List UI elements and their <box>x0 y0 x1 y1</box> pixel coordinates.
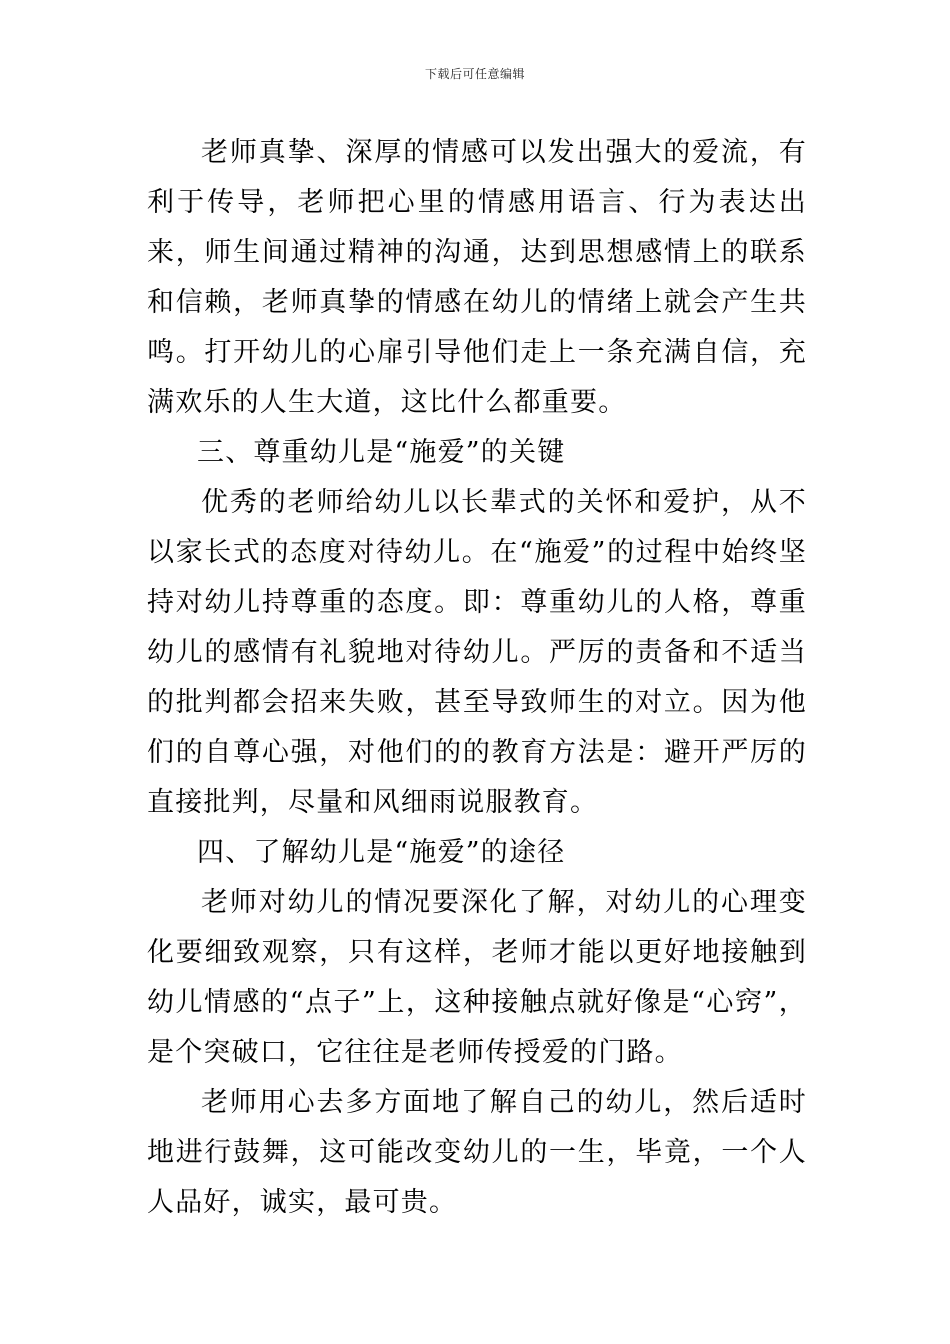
paragraph-4: 老师用心去多方面地了解自己的幼儿，然后适时地进行鼓舞，这可能改变幼儿的一生，毕竟，一个人人品好，诚实，最可贵。 <box>147 1087 807 1218</box>
document-body <box>147 128 807 1228</box>
page-header-note: 下载后可任意编辑 <box>424 67 525 81</box>
section-heading-3: 三、尊重幼儿是“施爱”的关键 <box>197 437 566 468</box>
section-heading-4: 四、了解幼儿是“施爱”的途径 <box>197 837 566 868</box>
paragraph-2: 优秀的老师给幼儿以长辈式的关怀和爱护，从不以家长式的态度对待幼儿。在“施爱”的过程中始终坚持对幼儿持尊重的态度。即：尊重幼儿的人格，尊重幼儿的感情有礼貌地对待幼儿。严厉的责备和不适当的批判都会招来失败，甚至导致师生的对立。因为他们的自尊心强，对他们的的教育方法是：避开严厉的直接批判，尽量和风细雨说服教育。 <box>147 487 807 818</box>
paragraph-1: 老师真挚、深厚的情感可以发出强大的爱流，有利于传导，老师把心里的情感用语言、行为表达出来，师生间通过精神的沟通，达到思想感情上的联系和信赖，老师真挚的情感在幼儿的情绪上就会产生共鸣。打开幼儿的心扉引导他们走上一条充满自信，充满欢乐的人生大道，这比什么都重要。 <box>147 137 807 418</box>
paragraph-3: 老师对幼儿的情况要深化了解，对幼儿的心理变化要细致观察，只有这样，老师才能以更好地接触到幼儿情感的“点子”上，这种接触点就好像是“心窍”，是个突破口，它往往是老师传授爱的门路。 <box>147 887 807 1068</box>
